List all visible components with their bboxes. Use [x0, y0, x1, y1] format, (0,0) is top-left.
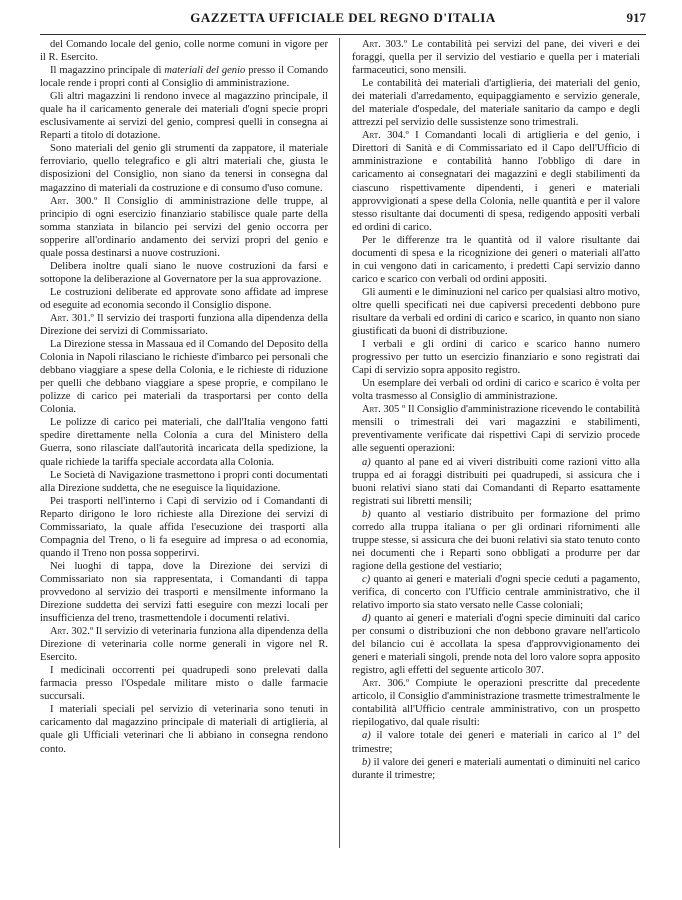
- list-letter: b): [362, 756, 371, 768]
- paragraph-text: Gli aumenti e le diminuzioni nel carico per qualsiasi altro motivo, oltre quelli specificati nei due capiversi precedenti debbono pure risultare da verbali ed ordini di carico e scarico, in quanto non siano giustificati da buoni di distribuzione.: [352, 286, 640, 338]
- article-paragraph: [352, 403, 640, 455]
- paragraph: [352, 456, 640, 508]
- paragraph: [40, 90, 328, 142]
- paragraph-text: Il servizio dei trasporti funziona alla dipendenza della Direzione dei servizi di Commissariato.: [40, 312, 328, 338]
- paragraph-text: del Comando locale del genio, colle norme comuni in vigore per il R. Esercito.: [40, 39, 328, 64]
- paragraph-text: Il Consiglio di amministrazione delle truppe, al principio di ogni esercizio finanziario stabilisce quale parte della somma stanziata in bilancio pei servizi del genio occorra per sopperire all'ordinario andamento dei servizi propri del genio e quale possa destinarsi a nuove costruzioni.: [40, 195, 328, 259]
- paragraph: [352, 729, 640, 755]
- paragraph: [40, 338, 328, 416]
- paragraph: [352, 338, 640, 377]
- list-letter: b): [362, 508, 371, 520]
- article-number: Art. 302.º: [50, 626, 94, 638]
- paragraph-text: I verbali e gli ordini di carico e scarico hanno numero progressivo per tutto un esercizio finanziario e sono registrati dai Capi di servizio sopra apposito registro.: [352, 339, 640, 377]
- article-number: Art. 301.º: [50, 312, 94, 324]
- gazette-page: [40, 8, 646, 888]
- paragraph: [40, 142, 328, 194]
- article-paragraph: [40, 312, 328, 338]
- paragraph: [352, 573, 640, 612]
- paragraph: [40, 703, 328, 755]
- paragraph-text: I Comandanti locali di artiglieria e del genio, i Direttori di Sanità e di Commissariato ed il Capo dell'Ufficio di amministrazione e contabilità hanno l'obbligo di dare in caricamento ai consegnatari dei magazzini e degli stabilimenti da ciascuno rispettivamente dipendenti, i generi e materiali approvvigionati a spese della Colonia, nelle quantità e per il valore stesso risultante dai documenti di spesa, redigendo appositi verbali ed ordini di carico.: [352, 130, 640, 233]
- article-paragraph: [40, 195, 328, 260]
- paragraph: [40, 64, 328, 90]
- article-number: Art. 303.º: [362, 39, 408, 50]
- paragraph-text: il valore totale dei generi e materiali in carico al 1º del trimestre;: [352, 730, 640, 755]
- text-columns: [40, 38, 646, 888]
- page-number: 917: [626, 10, 646, 25]
- article-paragraph: [352, 677, 640, 729]
- paragraph: [352, 286, 640, 338]
- paragraph-text: I materiali speciali pel servizio di veterinaria sono tenuti in caricamento dal magazzino principale di materiali di artiglieria, al quale gli Ufficiali veterinari che li abbiano in consegna rendono conto.: [40, 704, 328, 755]
- paragraph-text: Delibera inoltre quali siano le nuove costruzioni da farsi e sottopone la deliberazione al Governatore per la sua approvazione.: [40, 260, 328, 285]
- right-column: [352, 38, 640, 888]
- paragraph-text: Gli altri magazzini li rendono invece al magazzino principale, il quale ha il caricamento generale dei materiali d'ogni specie propri esclusivamente ai servizi del genio, compresi quelli in consegna ai Reparti a titolo di dotazione.: [40, 91, 328, 142]
- paragraph-text: Le costruzioni deliberate ed approvate sono affidate ad imprese od eseguite ad economia secondo il Consiglio dispone.: [40, 286, 328, 311]
- paragraph-text: quanto ai generi e materiali d'ogni specie diminuiti dal carico per consumi o distribuzioni che non debbono gravare nell'articolo del bilancio cui è accollata la spesa d'approvvigionamento dei generi e materiali singoli, prende nota del loro valore sopra apposito registro, agli effetti del seguente articolo 307.: [352, 613, 640, 677]
- paragraph-text: Per le differenze tra le quantità od il valore risultante dai documenti di spesa e la ricognizione dei generi o materiali all'atto in cui vengono dati in caricamento, i predetti Capi servizio danno carico e scarico con verbali od ordini appositi.: [352, 234, 640, 285]
- paragraph: [40, 286, 328, 312]
- list-letter: d): [362, 613, 371, 625]
- paragraph: [40, 469, 328, 495]
- emphasis-text: materiali del genio: [164, 65, 246, 77]
- paragraph: [352, 377, 640, 403]
- paragraph-text: il valore dei generi e materiali aumentati o diminuiti nel carico durante il trimestre;: [352, 756, 640, 781]
- page-header: [40, 8, 646, 35]
- paragraph-text: Il Consiglio d'amministrazione ricevendo le contabilità mensili o trimestrali dei vari magazzini e stabilimenti, preventivamente verificate dai rispettivi Capi di servizio procede alle seguenti operazioni:: [352, 404, 640, 455]
- paragraph-text: Un esemplare dei verbali od ordini di carico e scarico è volta per volta trasmesso al Consiglio di amministrazione.: [352, 378, 640, 403]
- paragraph-text: La Direzione stessa in Massaua ed il Comando del Deposito della Colonia in Napoli rilasciano le richieste d'imbarco pei personali che debbano viaggiare a spese della Colonia, e le richieste di riduzione per quelli che debbano viaggiare a spese proprie, e compilano le polizze di carico pei materiali da trasportarsi per conto della Colonia.: [40, 339, 328, 416]
- paragraph: [352, 756, 640, 782]
- paragraph-text: quanto al vestiario distribuito per formazione del primo corredo alla truppa italiana o per gli ordinari rifornimenti alle truppe stesse, si assicura che dei buoni relativi sia stato tenuto conto nei documenti che i Reparti sono obbligati a produrre per dar ragione della gestione del vestiario;: [352, 508, 640, 572]
- article-number: Art. 305 º: [362, 404, 406, 416]
- paragraph: [40, 38, 328, 64]
- list-letter: a): [362, 456, 371, 468]
- paragraph-text: quanto al pane ed ai viveri distribuiti come razioni vitto alla truppa ed ai foraggi distribuiti pei quadrupedi, si assicura che i buoni relativi siano stati dai Comandanti di Reparto esattamente registrati sui libretti mensili;: [352, 456, 640, 507]
- paragraph-text: Pei trasporti nell'interno i Capi di servizio od i Comandanti di Reparto dirigono le loro richieste alla Direzione dei servizi di Commissariato, la quale affida l'esecuzione dei trasporti alla Compagnia del Treno, o li fa eseguire ad impresa o ad economia, quando il Treno non possa sopperirvi.: [40, 495, 328, 559]
- left-column: [40, 38, 328, 888]
- paragraph-text: Le Società di Navigazione trasmettono i propri conti documentati alla Direzione suddetta, che ne eseguisce la liquidazione.: [40, 469, 328, 494]
- paragraph-text: Nei luoghi di tappa, dove la Direzione dei servizi di Commissariato non sia rappresentata, i Comandanti di tappa provvedono al servizio dei trasporti e mensilmente informano la Direzione suddetta dei servizi fatti eseguire con mezzi locali per insufficienza del treno, trasmettendole i documenti relativi.: [40, 560, 328, 625]
- article-number: Art. 300.º: [50, 195, 98, 207]
- article-number: Art. 304.º: [362, 130, 409, 142]
- paragraph: [40, 416, 328, 468]
- paragraph-text: Le contabilità pei servizi del pane, dei viveri e dei foraggi, quella per il servizio del vestiario e quella per i materiali farmaceutici, sono mensili.: [352, 39, 640, 77]
- paragraph: [352, 612, 640, 677]
- paragraph-text: Il magazzino principale di: [50, 65, 165, 77]
- paragraph-text: presso il Comando locale rende i propri conti al Consiglio di amministrazione.: [40, 65, 328, 90]
- paragraph: [40, 560, 328, 625]
- list-letter: a): [362, 730, 371, 742]
- list-letter: c): [362, 573, 371, 585]
- article-paragraph: [352, 129, 640, 233]
- paragraph: [352, 508, 640, 573]
- column-divider: [339, 38, 340, 848]
- paragraph: [352, 234, 640, 286]
- paragraph-text: Sono materiali del genio gli strumenti da zappatore, il materiale ferroviario, quello telegrafico e gli altri materiali che, giusta le disposizioni del Consiglio, non siano da tenersi in consegna dal magazzino di materiali da costruzione e di consumo d'uso comune.: [40, 143, 328, 194]
- paragraph: [40, 260, 328, 286]
- paragraph: [40, 664, 328, 703]
- paragraph-text: Compiute le operazioni prescritte dal precedente articolo, il Consiglio d'amministrazione trasmette trimestralmente le contabilità all'Ufficio centrale amministrativo, con un prospetto riepilogativo, dal quale risulti:: [352, 678, 640, 729]
- paragraph-text: quanto ai generi e materiali d'ogni specie ceduti a pagamento, verifica, di concerto con l'Ufficio centrale amministrativo, che il relativo importo sia stato versato nelle Casse coloniali;: [352, 573, 640, 612]
- article-paragraph: [40, 625, 328, 664]
- paragraph-text: I medicinali occorrenti pei quadrupedi sono prelevati dalla farmacia presso l'Ospedale militare misto o dalle farmacie succursali.: [40, 665, 328, 703]
- paragraph-text: Le polizze di carico pei materiali, che dall'Italia vengono fatti spedire direttamente nella Colonia a cura del Ministero della Guerra, sono rilasciate dall'autorità incaricata della spedizione, la quale richiede la tariffa speciale accordata alla Colonia.: [40, 417, 328, 468]
- article-number: Art. 306.º: [362, 678, 410, 690]
- article-paragraph: [352, 38, 640, 77]
- gazette-title: GAZZETTA UFFICIALE DEL REGNO D'ITALIA: [190, 10, 496, 25]
- paragraph: [352, 77, 640, 129]
- paragraph-text: Il servizio di veterinaria funziona alla dipendenza della Direzione di veterinaria colle norme generali in vigore nel R. Esercito.: [40, 626, 329, 664]
- paragraph: [40, 495, 328, 560]
- paragraph-text: Le contabilità dei materiali d'artiglieria, dei materiali del genio, dei materiali d'arredamento, equipaggiamento e servizio generale, del materiale d'ospedale, del materiale sanitario da campo e degli attrezzi pel servizio delle sussistenze sono trimestrali.: [352, 78, 640, 129]
